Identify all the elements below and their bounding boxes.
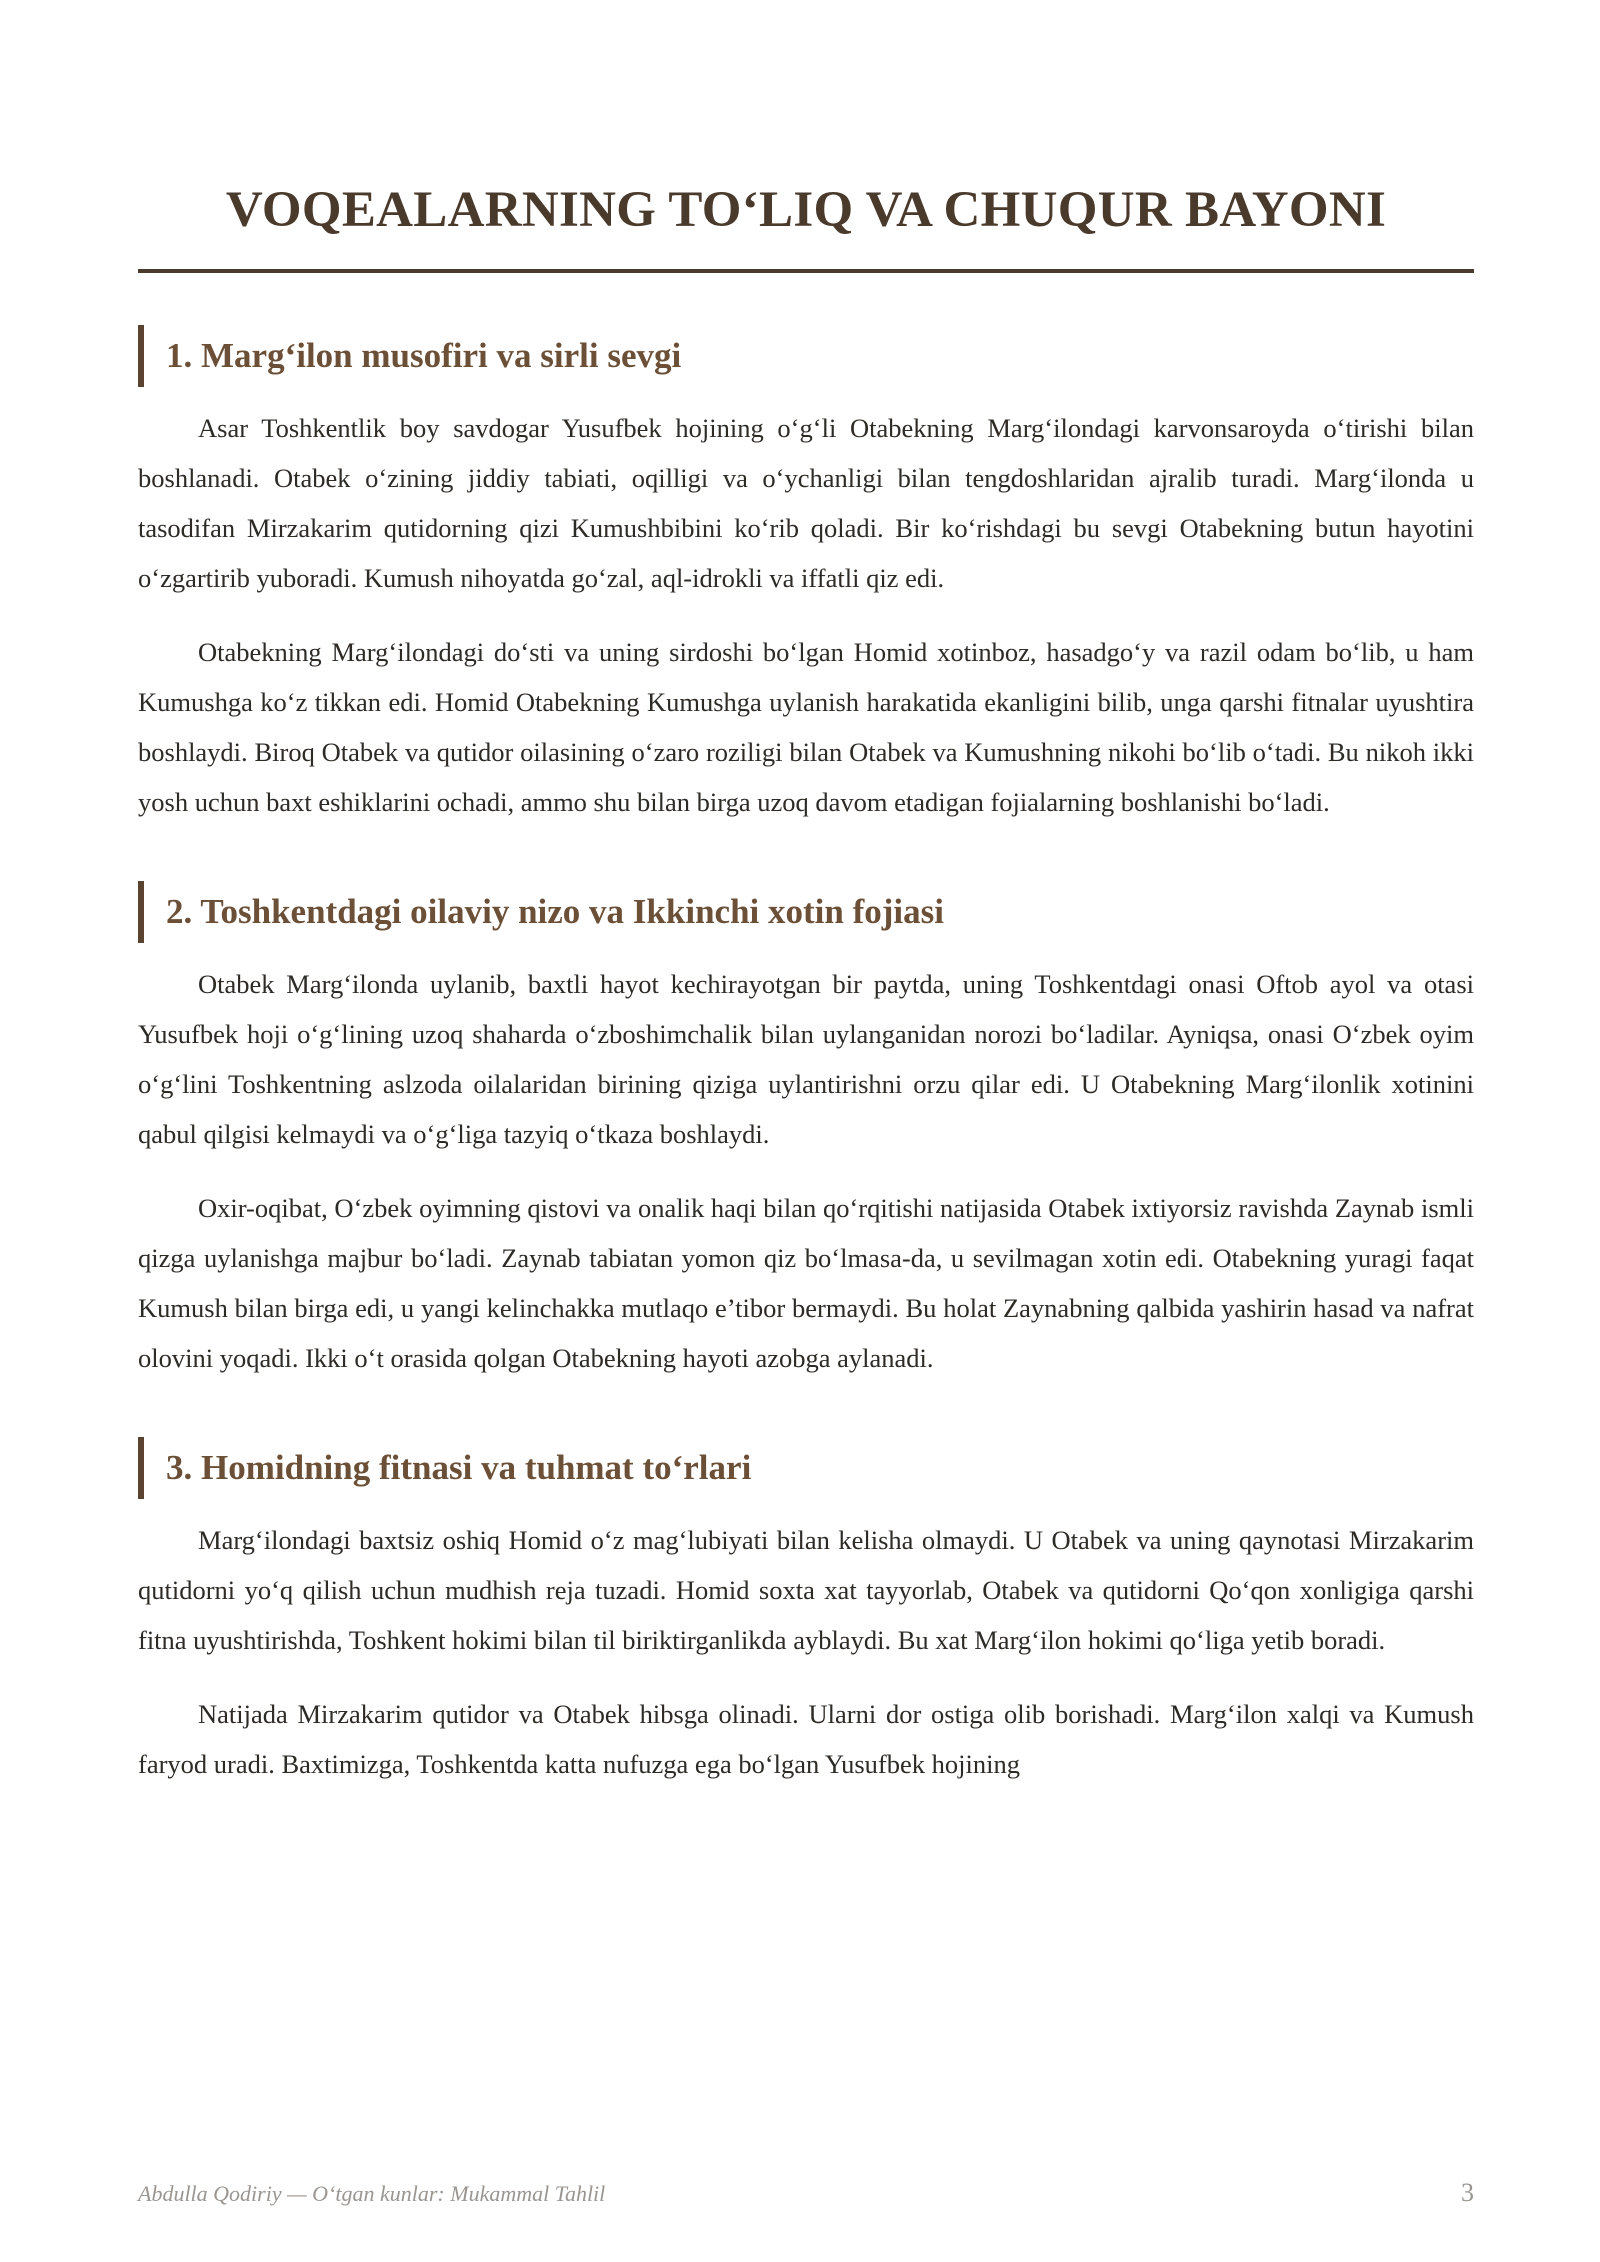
paragraph: Asar Toshkentlik boy savdogar Yusufbek hojining o‘g‘li Otabekning Marg‘ilondagi karvonsaroyda o‘tirishi bilan boshlanadi. Otabek o‘zining jiddiy tabiati, oqilligi va o‘ychanligi bilan tengdoshlaridan ajralib turadi. Marg‘ilonda u tasodifan Mirzakarim qutidorning qizi Kumushbibini ko‘rib qoladi. Bir ko‘rishdagi bu sevgi Otabekning butun hayotini o‘zgartirib yuboradi. Kumush nihoyatda go‘zal, aql-idrokli va iffatli qiz edi. <box>138 413 1474 593</box>
paragraph: Marg‘ilondagi baxtsiz oshiq Homid o‘z mag‘lubiyati bilan kelisha olmaydi. U Otabek va uning qaynotasi Mirzakarim qutidorni yo‘q qilish uchun mudhish reja tuzadi. Homid soxta xat tayyorlab, Otabek va qutidorni Qo‘qon xonligiga qarshi fitna uyushtirishda, Toshkent hokimi bilan til biriktirganlikda ayblaydi. Bu xat Marg‘ilon hokimi qo‘liga yetib boradi. <box>138 1525 1474 1655</box>
heading-accent-bar <box>138 325 144 387</box>
section-2 <box>138 881 1474 1383</box>
heading-accent-bar <box>138 881 144 943</box>
document-title: VOQEALARNING TO‘LIQ VA CHUQUR BAYONI <box>225 182 1387 238</box>
title-divider <box>138 269 1474 273</box>
paragraph: Natijada Mirzakarim qutidor va Otabek hibsga olinadi. Ularni dor ostiga olib borishadi. Marg‘ilon xalqi va Kumush faryod uradi. Baxtimizga, Toshkentda katta nufuzga ega bo‘lgan Yusufbek hojining <box>138 1699 1474 1779</box>
section-heading <box>138 881 1474 943</box>
document-page <box>138 0 1474 1789</box>
section-heading <box>138 325 1474 387</box>
section-heading-text: 2. Toshkentdagi oilaviy nizo va Ikkinchi xotin fojiasi <box>166 892 944 931</box>
paragraph: Otabek Marg‘ilonda uylanib, baxtli hayot kechirayotgan bir paytda, uning Toshkentdagi onasi Oftob ayol va otasi Yusufbek hoji o‘g‘lining uzoq shaharda o‘zboshimchalik bilan uylanganidan norozi bo‘ladilar. Ayniqsa, onasi O‘zbek oyim o‘g‘lini Toshkentning aslzoda oilalaridan birining qiziga uylantirishni orzu qilar edi. U Otabekning Marg‘ilonlik xotinini qabul qilgisi kelmaydi va o‘g‘liga tazyiq o‘tkaza boshlaydi. <box>138 969 1474 1149</box>
section-heading-text: 3. Homidning fitnasi va tuhmat to‘rlari <box>166 1448 752 1487</box>
heading-accent-bar <box>138 1437 144 1499</box>
running-title: Abdulla Qodiriy — O‘tgan kunlar: Mukammal Tahlil <box>138 2181 606 2206</box>
page-footer <box>138 2178 1474 2208</box>
section-1 <box>138 325 1474 827</box>
paragraph: Otabekning Marg‘ilondagi do‘sti va uning sirdoshi bo‘lgan Homid xotinboz, hasadgo‘y va razil odam bo‘lib, u ham Kumushga ko‘z tikkan edi. Homid Otabekning Kumushga uylanish harakatida ekanligini bilib, unga qarshi fitnalar uyushtira boshlaydi. Biroq Otabek va qutidor oilasining o‘zaro roziligi bilan Otabek va Kumushning nikohi bo‘lib o‘tadi. Bu nikoh ikki yosh uchun baxt eshiklarini ochadi, ammo shu bilan birga uzoq davom etadigan fojialarning boshlanishi bo‘ladi. <box>138 637 1474 817</box>
section-heading <box>138 1437 1474 1499</box>
section-heading-text: 1. Marg‘ilon musofiri va sirli sevgi <box>166 336 682 375</box>
section-3 <box>138 1437 1474 1789</box>
paragraph: Oxir-oqibat, O‘zbek oyimning qistovi va onalik haqi bilan qo‘rqitishi natijasida Otabek ixtiyorsiz ravishda Zaynab ismli qizga uylanishga majbur bo‘ladi. Zaynab tabiatan yomon qiz bo‘lmasa-da, u sevilmagan xotin edi. Otabekning yuragi faqat Kumush bilan birga edi, u yangi kelinchakka mutlaqo e’tibor bermaydi. Bu holat Zaynabning qalbida yashirin hasad va nafrat olovini yoqadi. Ikki o‘t orasida qolgan Otabekning hayoti azobga aylanadi. <box>138 1193 1474 1373</box>
page-number: 3 <box>1461 2178 1474 2207</box>
